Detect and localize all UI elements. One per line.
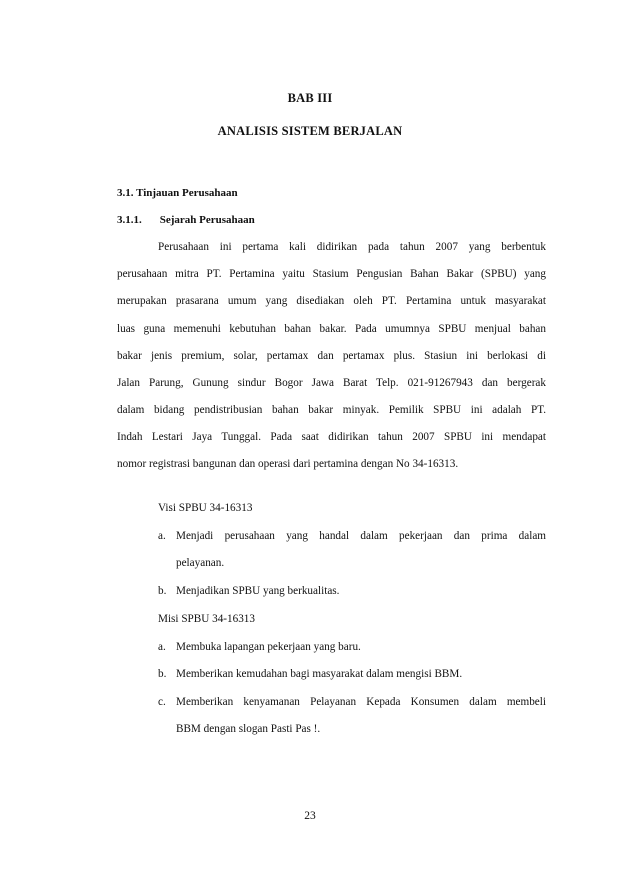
paragraph-line: luas guna memenuhi kebutuhan bahan bakar. Pada umumnya SPBU menjual bahan bbox=[117, 323, 546, 335]
paragraph-line: dalam bidang pendistribusian bahan bakar minyak. Pemilik SPBU ini adalah PT. bbox=[117, 404, 546, 416]
subsection-title: Sejarah Perusahaan bbox=[159, 214, 255, 226]
page-number: 23 bbox=[304, 810, 316, 822]
list-item-text: pelayanan. bbox=[176, 557, 225, 569]
chapter-number: BAB III bbox=[287, 91, 333, 105]
misi-label: Misi SPBU 34-16313 bbox=[158, 613, 255, 625]
subsection-number: 3.1.1. bbox=[117, 214, 142, 226]
subsection-heading bbox=[117, 214, 255, 226]
chapter-title: ANALISIS SISTEM BERJALAN bbox=[217, 124, 403, 138]
paragraph-line: merupakan prasarana umum yang disediakan oleh PT. Pertamina untuk masyarakat bbox=[117, 295, 546, 307]
paragraph-line: Jalan Parung, Gunung sindur Bogor Jawa Barat Telp. 021-91267943 dan bergerak bbox=[117, 377, 546, 389]
list-item-text: Membuka lapangan pekerjaan yang baru. bbox=[176, 641, 361, 653]
section-heading bbox=[117, 187, 238, 199]
list-item-text: BBM dengan slogan Pasti Pas !. bbox=[176, 723, 321, 735]
paragraph-line: perusahaan mitra PT. Pertamina yaitu Stasium Pengusian Bahan Bakar (SPBU) yang bbox=[117, 268, 546, 280]
list-marker: b. bbox=[158, 668, 167, 680]
visi-label: Visi SPBU 34-16313 bbox=[158, 502, 253, 514]
section-title: Tinjauan Perusahaan bbox=[136, 187, 238, 199]
paragraph-line: Perusahaan ini pertama kali didirikan pada tahun 2007 yang berbentuk bbox=[158, 241, 546, 253]
section-number: 3.1. bbox=[117, 187, 134, 199]
paragraph-line: bakar jenis premium, solar, pertamax dan pertamax plus. Stasiun ini berlokasi di bbox=[117, 350, 546, 362]
paragraph-line: Indah Lestari Jaya Tunggal. Pada saat didirikan tahun 2007 SPBU ini mendapat bbox=[117, 431, 546, 443]
list-item-text: Memberikan kenyamanan Pelayanan Kepada Konsumen dalam membeli bbox=[176, 696, 546, 708]
list-item-text: Menjadikan SPBU yang berkualitas. bbox=[176, 585, 340, 597]
paragraph-line: nomor registrasi bangunan dan operasi dari pertamina dengan No 34-16313. bbox=[117, 458, 459, 470]
list-marker: a. bbox=[158, 530, 166, 542]
list-marker: c. bbox=[158, 696, 166, 708]
list-item-text: Memberikan kemudahan bagi masyarakat dalam mengisi BBM. bbox=[176, 668, 463, 680]
list-item-text: Menjadi perusahaan yang handal dalam pekerjaan dan prima dalam bbox=[176, 530, 546, 542]
list-marker: a. bbox=[158, 641, 166, 653]
list-marker: b. bbox=[158, 585, 167, 597]
